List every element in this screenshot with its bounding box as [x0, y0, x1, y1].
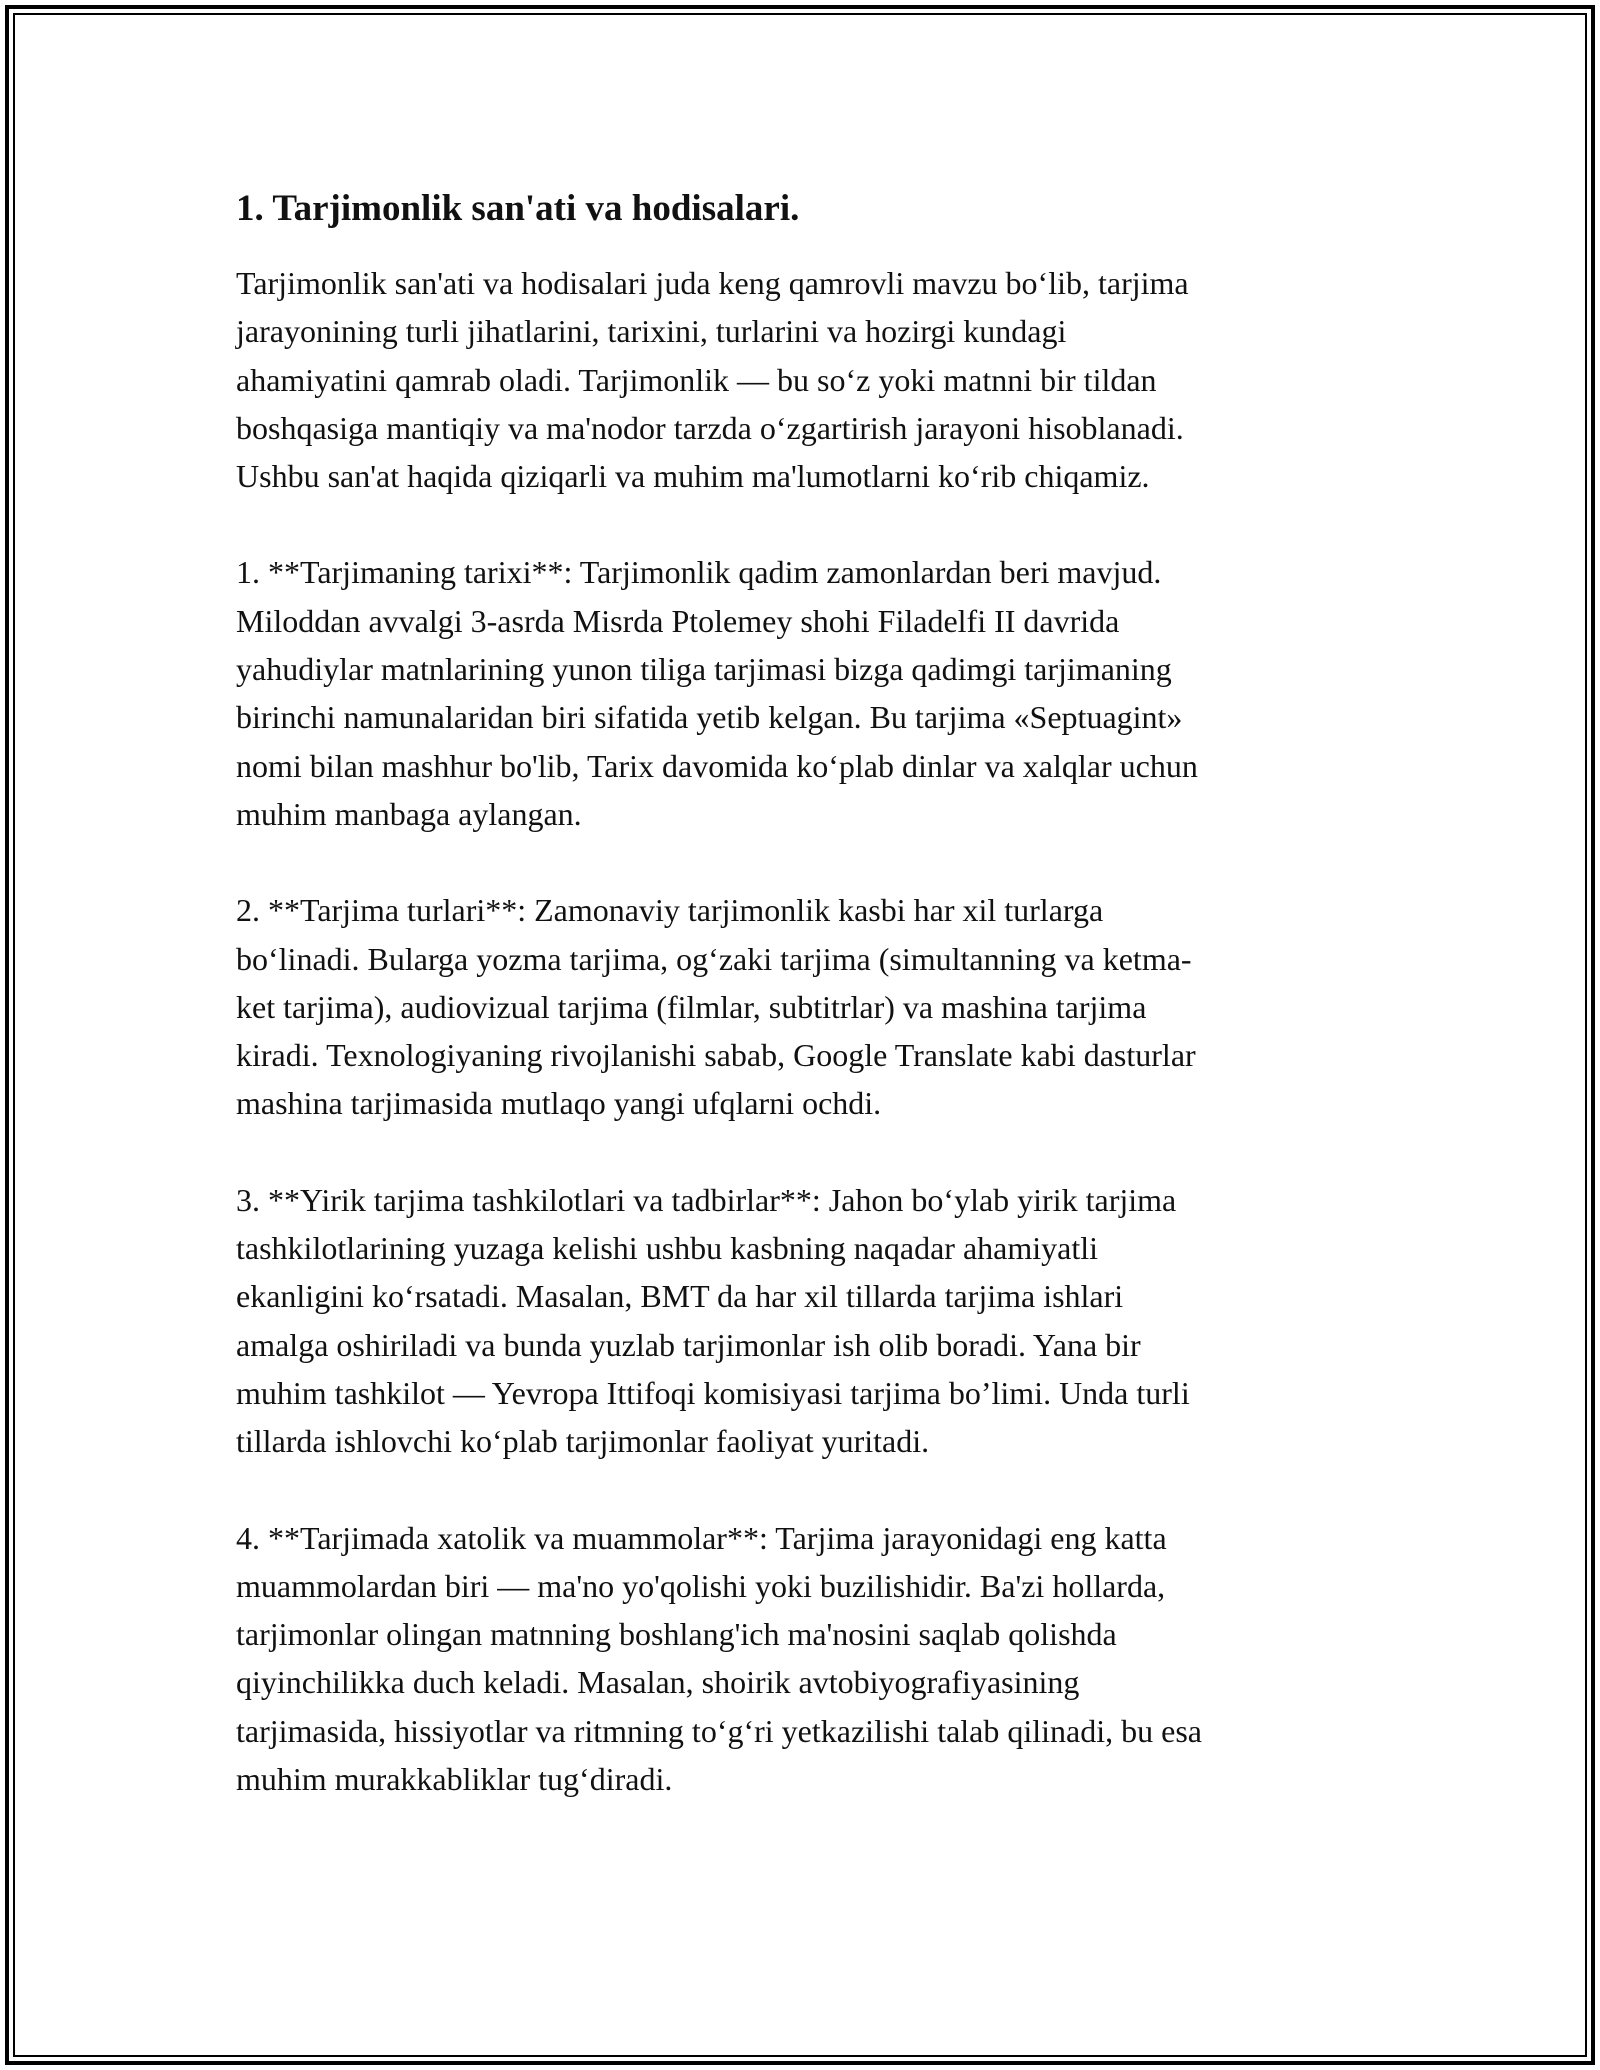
- paragraph-line: Ushbu san'at haqida qiziqarli va muhim ma'lumotlarni ko‘rib chiqamiz.: [236, 458, 1150, 495]
- paragraph-line: tashkilotlarining yuzaga kelishi ushbu kasbning naqadar ahamiyatli: [236, 1230, 1099, 1267]
- paragraph-line: bo‘linadi. Bularga yozma tarjima, og‘zaki tarjima (simultanning va ketma-: [236, 940, 1192, 977]
- paragraph-line: birinchi namunalaridan biri sifatida yetib kelgan. Bu tarjima «Septuagint»: [236, 699, 1183, 736]
- paragraph-line: muhim manbaga aylangan.: [236, 795, 582, 832]
- paragraph-line: Tarjimonlik san'ati va hodisalari juda keng qamrovli mavzu bo‘lib, tarjima: [236, 265, 1189, 301]
- paragraph-line: kiradi. Texnologiyaning rivojlanishi sabab, Google Translate kabi dasturlar: [236, 1037, 1196, 1074]
- paragraph-line: ket tarjima), audiovizual tarjima (filmlar, subtitrlar) va mashina tarjima: [236, 988, 1147, 1025]
- types-paragraph: [236, 886, 1356, 1127]
- paragraph-line: 4. **Tarjimada xatolik va muammolar**: Tarjima jarayonidagi eng katta: [236, 1519, 1167, 1556]
- paragraph-line: qiyinchilikka duch keladi. Masalan, shoirik avtobiyografiyasining: [236, 1664, 1080, 1701]
- paragraph-line: jarayonining turli jihatlarini, tarixini, turlarini va hozirgi kundagi: [236, 313, 1067, 350]
- paragraph-line: tillarda ishlovchi ko‘plab tarjimonlar faoliyat yuritadi.: [236, 1423, 930, 1460]
- document-body: [236, 185, 1356, 1851]
- paragraph-line: nomi bilan mashhur bo'lib, Tarix davomida ko‘plab dinlar va xalqlar uchun: [236, 747, 1198, 784]
- paragraph-line: muhim murakkabliklar tug‘diradi.: [236, 1761, 673, 1798]
- history-paragraph: [236, 548, 1356, 838]
- paragraph-line: 3. **Yirik tarjima tashkilotlari va tadbirlar**: Jahon bo‘ylab yirik tarjima: [236, 1181, 1177, 1218]
- paragraph-line: amalga oshiriladi va bunda yuzlab tarjimonlar ish olib boradi. Yana bir: [236, 1326, 1141, 1363]
- paragraph-line: tarjimonlar olingan matnning boshlang'ich ma'nosini saqlab qolishda: [236, 1616, 1117, 1653]
- paragraph-line: tarjimasida, hissiyotlar va ritmning to‘g‘ri yetkazilishi talab qilinadi, bu esa: [236, 1712, 1202, 1749]
- paragraph-line: muhim tashkilot — Yevropa Ittifoqi komisiyasi tarjima bo’limi. Unda turli: [236, 1374, 1190, 1411]
- organizations-paragraph: [236, 1176, 1356, 1466]
- paragraph-line: ekanligini ko‘rsatadi. Masalan, BMT da har xil tillarda tarjima ishlari: [236, 1278, 1124, 1315]
- paragraph-line: 1. **Tarjimaning tarixi**: Tarjimonlik qadim zamonlardan beri mavjud.: [236, 554, 1162, 591]
- paragraph-line: mashina tarjimasida mutlaqo yangi ufqlarni ochdi.: [236, 1085, 882, 1122]
- paragraph-line: Miloddan avvalgi 3-asrda Misrda Ptolemey shohi Filadelfi II davrida: [236, 602, 1120, 639]
- intro-paragraph: [236, 259, 1356, 500]
- paragraph-line: yahudiylar matnlarining yunon tiliga tarjimasi bizga qadimgi tarjimaning: [236, 651, 1172, 688]
- paragraph-line: muammolardan biri — ma'no yo'qolishi yoki buzilishidir. Ba'zi hollarda,: [236, 1567, 1166, 1604]
- problems-paragraph: [236, 1514, 1356, 1804]
- paragraph-line: 2. **Tarjima turlari**: Zamonaviy tarjimonlik kasbi har xil turlarga: [236, 892, 1104, 929]
- paragraph-line: boshqasiga mantiqiy va ma'nodor tarzda o‘zgartirish jarayoni hisoblanadi.: [236, 409, 1184, 446]
- document-title: 1. Tarjimonlik san'ati va hodisalari.: [236, 188, 800, 229]
- paragraph-line: ahamiyatini qamrab oladi. Tarjimonlik — bu so‘z yoki matnni bir tildan: [236, 361, 1157, 398]
